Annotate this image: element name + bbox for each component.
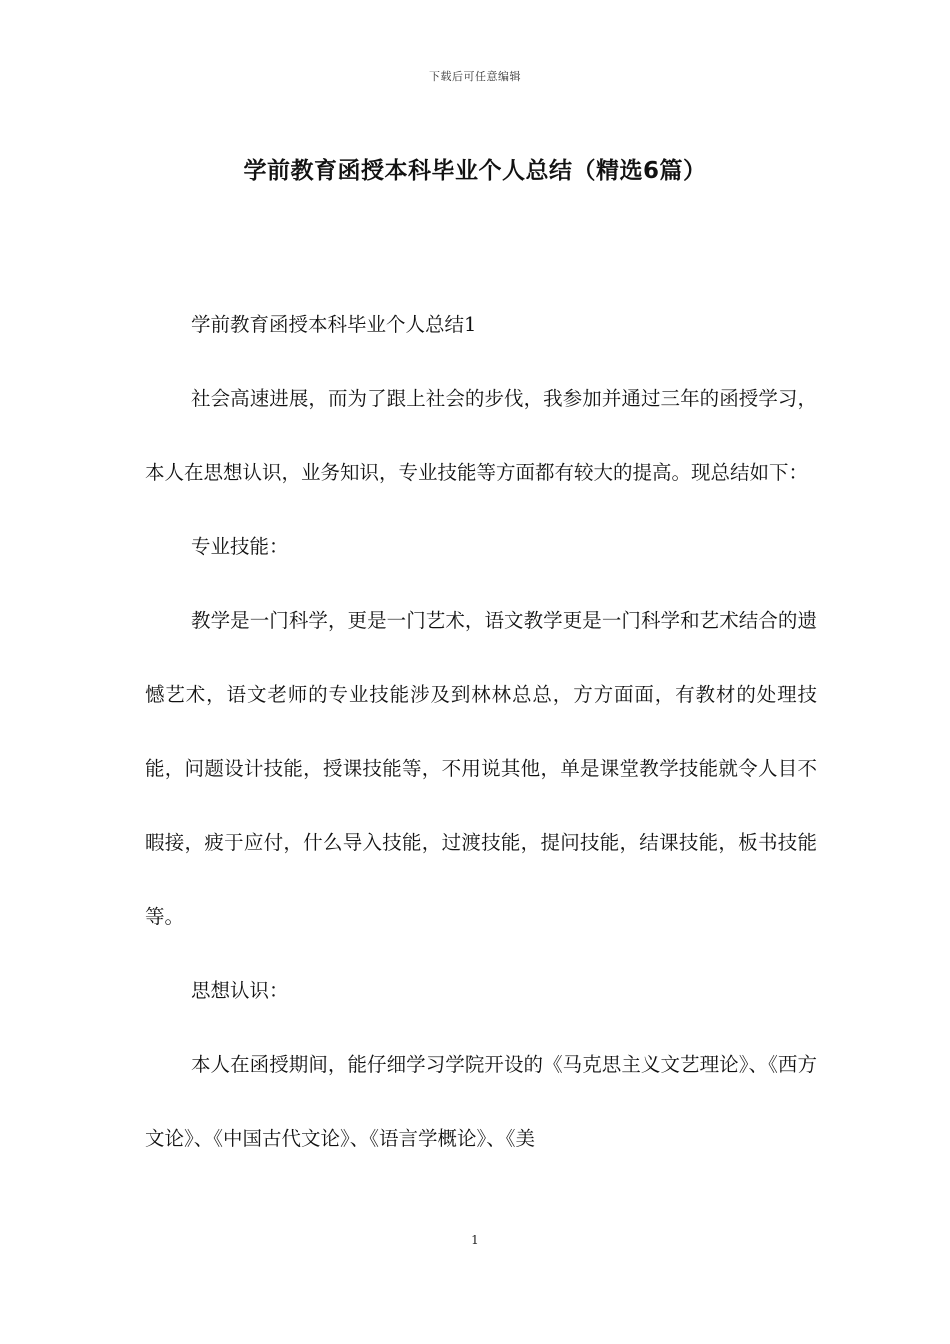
document-title: 学前教育函授本科毕业个人总结（精选6篇） (243, 158, 707, 184)
paragraph: 本人在函授期间，能仔细学习学院开设的《马克思主义文艺理论》、《西方文论》、《中国古代文论》、《语言学概论》、《美 (145, 1053, 817, 1150)
subsection-heading: 专业技能： (191, 535, 289, 558)
page-number: 1 (471, 1233, 479, 1247)
section-heading: 学前教育函授本科毕业个人总结1 (191, 313, 477, 336)
subsection-heading: 思想认识： (191, 979, 289, 1002)
header-note: 下载后可任意编辑 (429, 70, 521, 83)
paragraph: 教学是一门科学，更是一门艺术，语文教学更是一门科学和艺术结合的遗憾艺术，语文老师的专业技能涉及到林林总总，方方面面，有教材的处理技能，问题设计技能，授课技能等，不用说其他，单是课堂教学技能就令人目不暇接，疲于应付，什么导入技能，过渡技能，提问技能，结课技能，板书技能等。 (145, 609, 817, 928)
document-body (145, 288, 817, 1176)
paragraph: 社会高速进展，而为了跟上社会的步伐，我参加并通过三年的函授学习，本人在思想认识，业务知识，专业技能等方面都有较大的提高。现总结如下： (145, 387, 817, 484)
